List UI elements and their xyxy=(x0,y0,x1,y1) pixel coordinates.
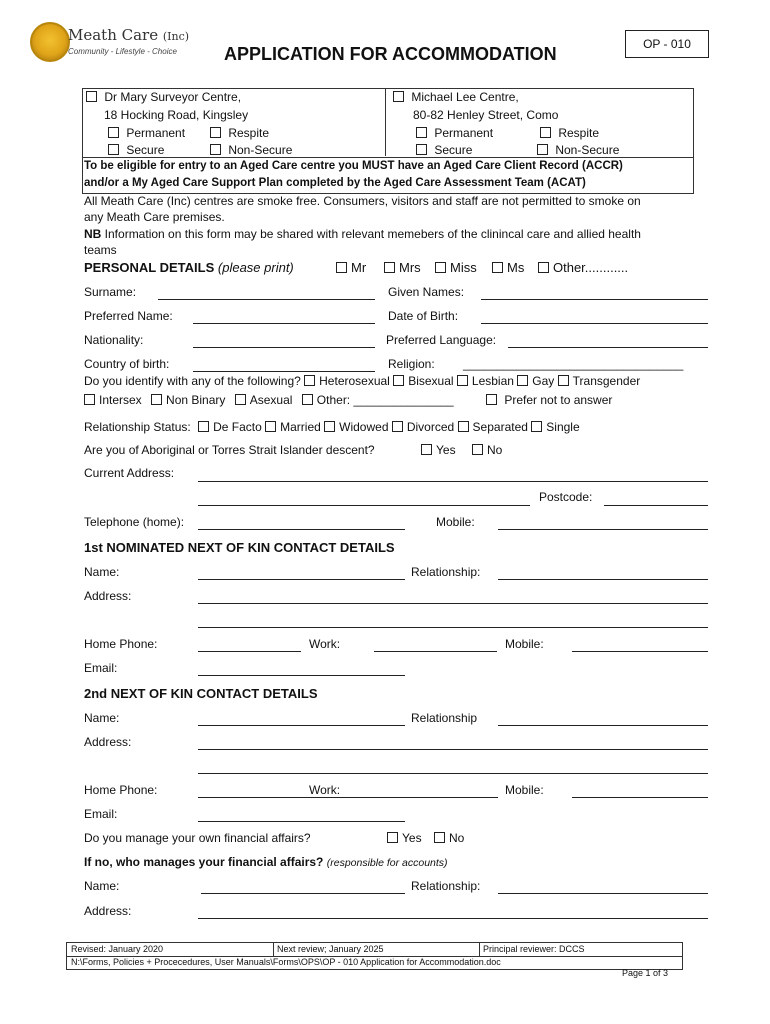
centre-right-address: 80-82 Henley Street, Como xyxy=(413,108,559,122)
footer-path: N:\Forms, Policies + Procecedures, User Manuals\Forms\OPS\OP - 010 Application for Accommodation.doc xyxy=(71,957,501,967)
nationality-field[interactable] xyxy=(193,347,375,348)
kin1-email-label: Email: xyxy=(84,661,118,675)
checkbox[interactable] xyxy=(434,832,445,843)
kin1-email-field[interactable] xyxy=(198,675,405,676)
kin2-email-label: Email: xyxy=(84,807,118,821)
checkbox[interactable] xyxy=(84,394,95,405)
title-other: Other............ xyxy=(538,260,628,275)
nb-note: NB Information on this form may be shared with relevant memebers of the clinincal care and allied health xyxy=(84,227,641,241)
kin2-mobile-field[interactable] xyxy=(572,797,708,798)
centre-left-respite: Respite xyxy=(210,126,269,140)
country-of-birth-label: Country of birth: xyxy=(84,357,170,371)
checkbox[interactable] xyxy=(336,262,347,273)
footer-row xyxy=(67,943,682,957)
preferred-name-label: Preferred Name: xyxy=(84,309,173,323)
checkbox[interactable] xyxy=(324,421,335,432)
kin2-heading: 2nd NEXT OF KIN CONTACT DETAILS xyxy=(84,686,318,701)
title-miss: Miss xyxy=(435,260,477,275)
kin2-work-label: Work: xyxy=(309,783,341,797)
aboriginal-question: Are you of Aboriginal or Torres Strait Islander descent? xyxy=(84,443,375,457)
kin1-mobile-field[interactable] xyxy=(572,651,708,652)
kin2-relationship-field[interactable] xyxy=(498,725,708,726)
centre-left-address: 18 Hocking Road, Kingsley xyxy=(104,108,249,122)
nb-note-line2: teams xyxy=(84,243,117,257)
centre-right-nonsecure: Non-Secure xyxy=(537,143,619,157)
nationality-label: Nationality: xyxy=(84,333,144,347)
given-names-field[interactable] xyxy=(481,299,708,300)
logo-tagline: Community - Lifestyle - Choice xyxy=(68,47,177,56)
checkbox[interactable] xyxy=(393,91,404,102)
title-mrs: Mrs xyxy=(384,260,421,275)
prefer-not-to-answer: Prefer not to answer xyxy=(486,393,612,407)
aboriginal-no: No xyxy=(472,443,502,457)
kin1-mobile-label: Mobile: xyxy=(505,637,544,651)
page-title: APPLICATION FOR ACCOMMODATION xyxy=(224,44,557,64)
checkbox[interactable] xyxy=(302,394,313,405)
kin1-work-label: Work: xyxy=(309,637,341,651)
title-mr: Mr xyxy=(336,260,366,275)
checkbox[interactable] xyxy=(540,127,551,138)
kin1-home-phone-label: Home Phone: xyxy=(84,637,158,651)
kin2-name-field[interactable] xyxy=(198,725,405,726)
centre-left-permanent: Permanent xyxy=(108,126,185,140)
checkbox[interactable] xyxy=(421,444,432,455)
mobile-field[interactable] xyxy=(498,529,708,530)
checkbox[interactable] xyxy=(472,444,483,455)
checkbox[interactable] xyxy=(265,421,276,432)
checkbox[interactable] xyxy=(86,91,97,102)
checkbox[interactable] xyxy=(210,144,221,155)
kin1-relationship-field[interactable] xyxy=(498,579,708,580)
finance-name-field[interactable] xyxy=(201,893,405,894)
finance-yes: Yes xyxy=(387,831,422,845)
smoke-free-line2: any Meath Care premises. xyxy=(84,210,225,224)
centres-divider xyxy=(385,88,386,156)
checkbox[interactable] xyxy=(392,421,403,432)
checkbox[interactable] xyxy=(492,262,503,273)
footer-table xyxy=(66,942,683,970)
checkbox[interactable] xyxy=(517,375,528,386)
checkbox[interactable] xyxy=(435,262,446,273)
checkbox[interactable] xyxy=(151,394,162,405)
kin2-mobile-label: Mobile: xyxy=(505,783,544,797)
given-names-label: Given Names: xyxy=(388,285,465,299)
centre-left-nonsecure: Non-Secure xyxy=(210,143,292,157)
finance-address-label: Address: xyxy=(84,904,132,918)
preferred-language-field[interactable] xyxy=(508,347,708,348)
finance-question: Do you manage your own financial affairs? xyxy=(84,831,311,845)
kin1-heading: 1st NOMINATED NEXT OF KIN CONTACT DETAILS xyxy=(84,540,395,555)
checkbox[interactable] xyxy=(384,262,395,273)
relationship-status-row: Relationship Status: De Facto Married Widowed Divorced Separated Single xyxy=(84,420,580,434)
current-address-label: Current Address: xyxy=(84,466,175,480)
surname-field[interactable] xyxy=(158,299,375,300)
telephone-home-field[interactable] xyxy=(198,529,405,530)
checkbox[interactable] xyxy=(416,144,427,155)
finance-if-no: If no, who manages your financial affairs? (responsible for accounts) xyxy=(84,855,448,869)
checkbox[interactable] xyxy=(458,421,469,432)
identify-question: Do you identify with any of the following? Heterosexual Bisexual Lesbian Gay Transgender xyxy=(84,374,641,388)
footer-next-review: Next review; January 2025 xyxy=(277,944,384,954)
checkbox[interactable] xyxy=(537,144,548,155)
kin2-name-label: Name: xyxy=(84,711,120,725)
checkbox[interactable] xyxy=(538,262,549,273)
checkbox[interactable] xyxy=(531,421,542,432)
checkbox[interactable] xyxy=(457,375,468,386)
kin2-address-field-2[interactable] xyxy=(198,773,708,774)
kin1-name-field[interactable] xyxy=(198,579,405,580)
kin1-address-field-2[interactable] xyxy=(198,627,708,628)
centre-right-name: Michael Lee Centre, xyxy=(393,90,519,104)
kin2-relationship-label: Relationship xyxy=(411,711,478,725)
religion-field[interactable]: _________________________________ xyxy=(463,357,684,371)
aboriginal-yes: Yes xyxy=(421,443,456,457)
kin1-work-field[interactable] xyxy=(374,651,497,652)
kin2-phone-field[interactable] xyxy=(198,797,498,798)
kin2-address-label: Address: xyxy=(84,735,132,749)
footer-reviewer: Principal reviewer: DCCS xyxy=(483,944,585,954)
preferred-name-field[interactable] xyxy=(193,323,375,324)
checkbox[interactable] xyxy=(393,375,404,386)
centre-right-permanent: Permanent xyxy=(416,126,493,140)
preferred-language-label: Preferred Language: xyxy=(386,333,497,347)
personal-details-heading: PERSONAL DETAILS (please print) xyxy=(84,260,294,275)
checkbox[interactable] xyxy=(304,375,315,386)
centre-left-name: Dr Mary Surveyor Centre, xyxy=(86,90,241,104)
centre-left-secure: Secure xyxy=(108,143,164,157)
title-ms: Ms xyxy=(492,260,524,275)
checkbox[interactable] xyxy=(198,421,209,432)
country-of-birth-field[interactable] xyxy=(193,371,375,372)
kin2-home-phone-label: Home Phone: xyxy=(84,783,158,797)
eligibility-line2: and/or a My Aged Care Support Plan completed by the Aged Care Assessment Team (ACAT) xyxy=(84,177,586,189)
kin1-address-field[interactable] xyxy=(198,603,708,604)
page-number: Page 1 of 3 xyxy=(622,968,669,978)
footer-revised: Revised: January 2020 xyxy=(71,944,164,954)
logo-name: Meath Care (Inc) xyxy=(68,26,190,44)
kin1-name-label: Name: xyxy=(84,565,120,579)
current-address-field-2[interactable] xyxy=(198,505,530,506)
identify-row2: Intersex Non Binary Asexual Other: _______________ xyxy=(84,393,454,407)
telephone-home-label: Telephone (home): xyxy=(84,515,185,529)
finance-no: No xyxy=(434,831,464,845)
mobile-label: Mobile: xyxy=(436,515,475,529)
meath-care-logo xyxy=(30,22,70,62)
kin1-address-label: Address: xyxy=(84,589,132,603)
finance-name-label: Name: xyxy=(84,879,120,893)
checkbox[interactable] xyxy=(416,127,427,138)
finance-relationship-label: Relationship: xyxy=(411,879,481,893)
postcode-field[interactable] xyxy=(604,505,708,506)
centre-right-respite: Respite xyxy=(540,126,599,140)
eligibility-line1: To be eligible for entry to an Aged Care centre you MUST have an Aged Care Client Record (ACCR) xyxy=(84,160,623,172)
kin1-home-phone-field[interactable] xyxy=(198,651,301,652)
religion-label: Religion: xyxy=(388,357,435,371)
centre-right-secure: Secure xyxy=(416,143,472,157)
document-id: OP - 010 xyxy=(625,30,709,58)
surname-label: Surname: xyxy=(84,285,137,299)
smoke-free-line1: All Meath Care (Inc) centres are smoke free. Consumers, visitors and staff are not permitted to smoke on xyxy=(84,194,641,208)
checkbox[interactable] xyxy=(210,127,221,138)
checkbox[interactable] xyxy=(235,394,246,405)
kin2-address-field[interactable] xyxy=(198,749,708,750)
kin1-relationship-label: Relationship: xyxy=(411,565,481,579)
postcode-label: Postcode: xyxy=(539,490,593,504)
dob-label: Date of Birth: xyxy=(388,309,459,323)
checkbox[interactable] xyxy=(387,832,398,843)
checkbox[interactable] xyxy=(108,144,119,155)
checkbox[interactable] xyxy=(486,394,497,405)
checkbox[interactable] xyxy=(558,375,569,386)
dob-field[interactable] xyxy=(481,323,708,324)
kin2-email-field[interactable] xyxy=(198,821,405,822)
checkbox[interactable] xyxy=(108,127,119,138)
finance-address-field[interactable] xyxy=(198,918,708,919)
finance-relationship-field[interactable] xyxy=(498,893,708,894)
current-address-field[interactable] xyxy=(198,481,708,482)
